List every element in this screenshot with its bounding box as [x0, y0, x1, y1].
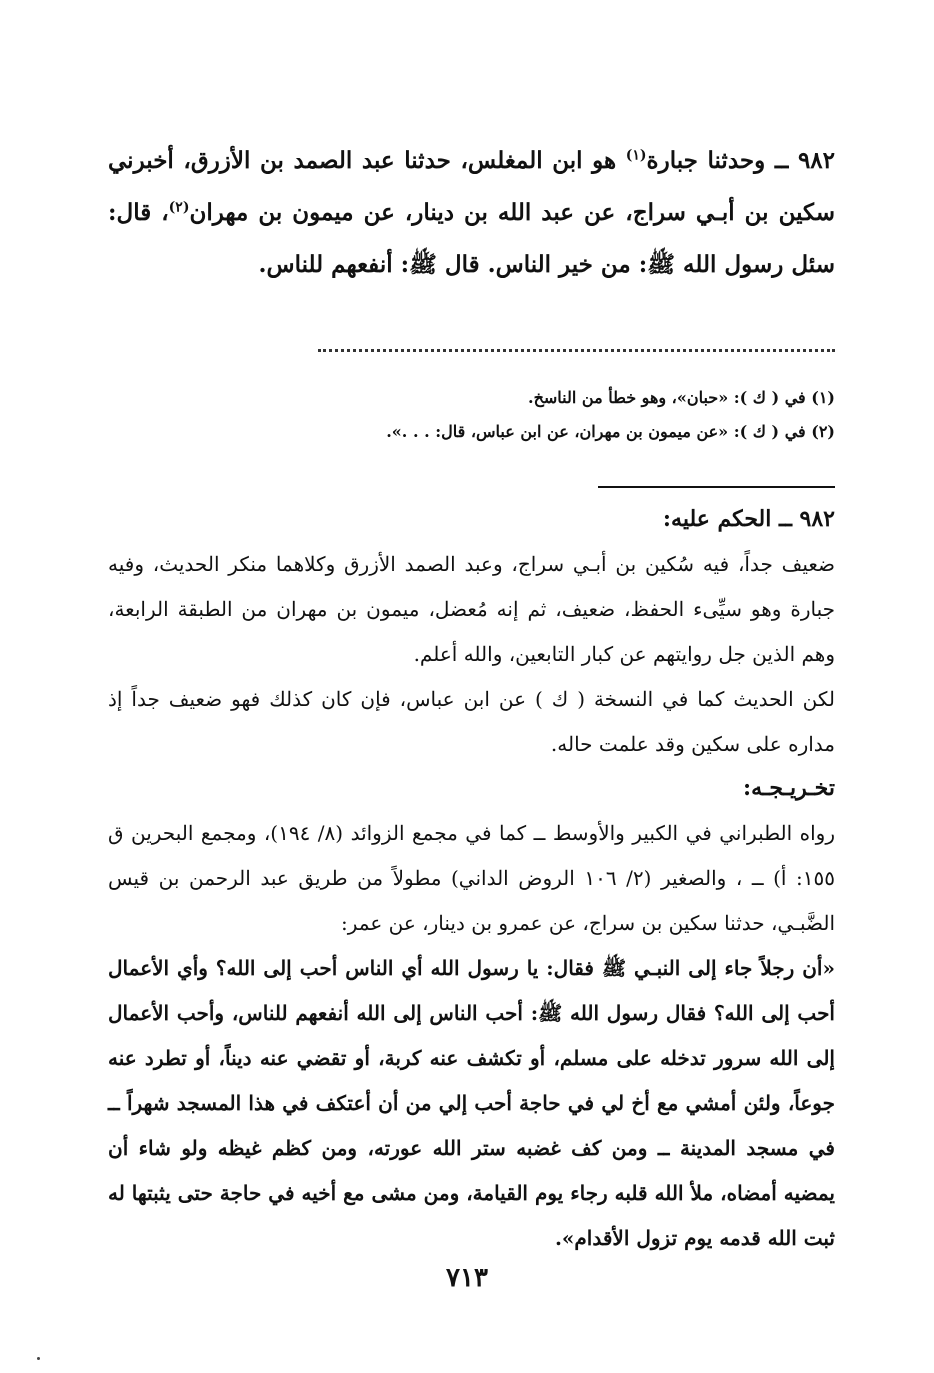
ruling-section	[108, 497, 835, 767]
footnote-2: (٢) في ( ك ): «عن ميمون بن مهران، عن ابن عباس، قال: . . .».	[386, 422, 835, 441]
hadith-text-part-2: هو ابن المغلس، حدثنا عبد الصمد بن الأزرق، أخبرني سكين بن أبـي سراج، عن عبد الله بن دينار، عن ميمون بن مهران	[108, 147, 836, 226]
takhrij-section	[108, 766, 835, 1261]
footnote-1: (١) في ( ك ): «حبان»، وهو خطأ من الناسخ.	[528, 388, 835, 407]
hadith-text-part-1: ٩٨٢ ــ وحدثنا جبارة	[646, 147, 835, 174]
footnotes	[330, 381, 835, 449]
ruling-paragraph-2: لكن الحديث كما في النسخة ( ك ) عن ابن عباس، فإن كان كذلك فهو ضعيف جداً إذ مداره على سكين وقد علمت حاله.	[108, 687, 835, 756]
footnote-ref-1[interactable]: (١)	[625, 147, 647, 164]
page-number: ٧١٣	[446, 1263, 488, 1293]
footnote-ref-2[interactable]: (٢)	[168, 199, 190, 216]
section-divider	[598, 486, 835, 488]
ruling-heading: ٩٨٢ ــ الحكم عليه:	[662, 506, 835, 532]
scan-speck	[37, 1357, 40, 1360]
hadith-text-part-3: ، قال: سئل رسول الله ﷺ: من خير الناس. قال ﷺ: أنفعهم للناس.	[108, 199, 835, 278]
takhrij-paragraph: رواه الطبراني في الكبير والأوسط ــ كما في مجمع الزوائد (٨/ ١٩٤)، ومجمع البحرين ق ١٥٥: أ) ــ ، والصغير (٢/ ١٠٦ الروض الداني) مطولاً من طريق عبد الرحمن بن قيس الضَّبـي، حدثنا سكين بن سراج، عن عمرو بن دينار، عن عمر:	[108, 821, 836, 935]
hadith-quote: «أن رجلاً جاء إلى النبـي ﷺ فقال: يا رسول الله أي الناس أحب إلى الله؟ وأي الأعمال أحب إلى الله؟ فقال رسول الله ﷺ: أحب الناس إلى الله أنفعهم للناس، وأحب الأعمال إلى الله سرور تدخله على مسلم، أو تكشف عنه كربة، أو تقضي عنه ديناً، أو تطرد عنه جوعاً، ولئن أمشي مع أخ لي في حاجة أحب إلي من أن أعتكف في هذا المسجد شهراً ــ في مسجد المدينة ــ ومن كف غضبه ستر الله عورته، ومن كظم غيظه ولو شاء أن يمضيه أمضاه، ملأ الله قلبه رجاء يوم القيامة، ومن مشى مع أخيه في حاجة حتى يثبتها له ثبت الله قدمه يوم تزول الأقدام».	[108, 956, 835, 1250]
takhrij-heading: تخـريـجـه:	[742, 775, 835, 801]
ruling-paragraph-1: ضعيف جداً، فيه سُكين بن أبـي سراج، وعبد الصمد الأزرق وكلاهما منكر الحديث، وفيه جبارة وهو سيِّىء الحفظ، ضعيف، ثم إنه مُعضل، ميمون بن مهران من الطبقة الرابعة، وهم الذين جل روايتهم عن كبار التابعين، والله أعلم.	[108, 552, 835, 666]
hadith-text	[108, 135, 835, 291]
footnote-separator	[318, 349, 835, 352]
